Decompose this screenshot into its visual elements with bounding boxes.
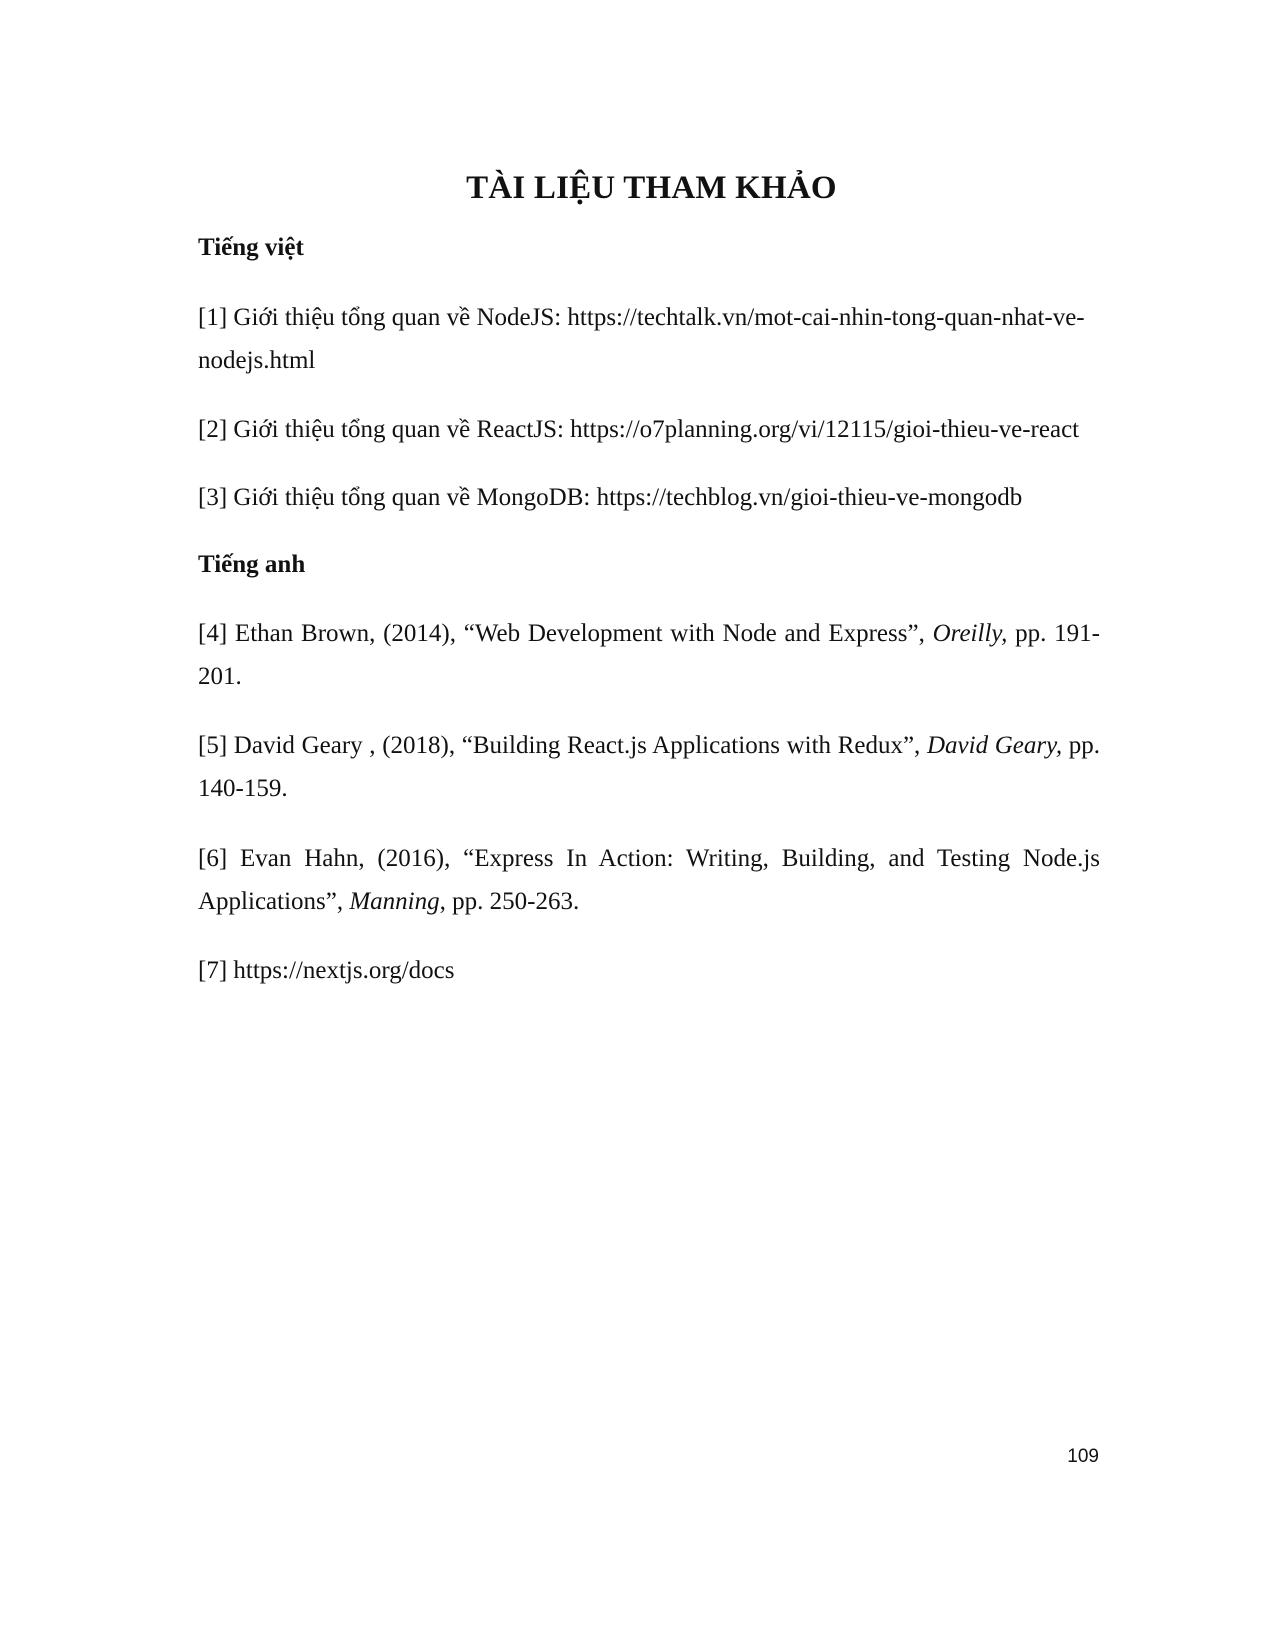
reference-4-pages: pp. 191-201. bbox=[198, 620, 1101, 690]
reference-5-pages: pp. 140-159. bbox=[198, 732, 1100, 802]
reference-6 bbox=[198, 837, 1100, 923]
section-heading-vietnamese: Tiếng việt bbox=[198, 234, 304, 261]
reference-7-text: [7] https://nextjs.org/docs bbox=[198, 957, 455, 984]
reference-4-text: [4] Ethan Brown, (2014), “Web Development with Node and Express”, bbox=[198, 620, 933, 647]
page-title: TÀI LIỆU THAM KHẢO bbox=[466, 170, 837, 206]
section-heading-english: Tiếng anh bbox=[198, 551, 306, 578]
reference-6-pages: , pp. 250-263. bbox=[439, 888, 580, 915]
reference-5-publisher: David Geary, bbox=[926, 732, 1063, 759]
reference-6-publisher: Manning bbox=[349, 888, 440, 915]
reference-4 bbox=[198, 612, 1100, 698]
reference-6-text: [6] Evan Hahn, (2016), “Express In Action: Writing, Building, and Testing Node.js Applications”, bbox=[198, 845, 1100, 915]
reference-4-publisher: Oreilly, bbox=[932, 620, 1008, 647]
reference-2: [2] Giới thiệu tổng quan về ReactJS: https://o7planning.org/vi/12115/gioi-thieu-ve-react bbox=[198, 416, 1080, 443]
page-number: 109 bbox=[1067, 1446, 1099, 1467]
reference-3: [3] Giới thiệu tổng quan về MongoDB: https://techblog.vn/gioi-thieu-ve-mongodb bbox=[198, 484, 1023, 511]
reference-1: [1] Giới thiệu tổng quan về NodeJS: https://techtalk.vn/mot-cai-nhin-tong-quan-nhat-ve-nodejs.html bbox=[198, 304, 1085, 374]
reference-7 bbox=[198, 949, 1100, 992]
reference-5-text: [5] David Geary , (2018), “Building React.js Applications with Redux”, bbox=[198, 732, 927, 759]
reference-5 bbox=[198, 724, 1100, 810]
